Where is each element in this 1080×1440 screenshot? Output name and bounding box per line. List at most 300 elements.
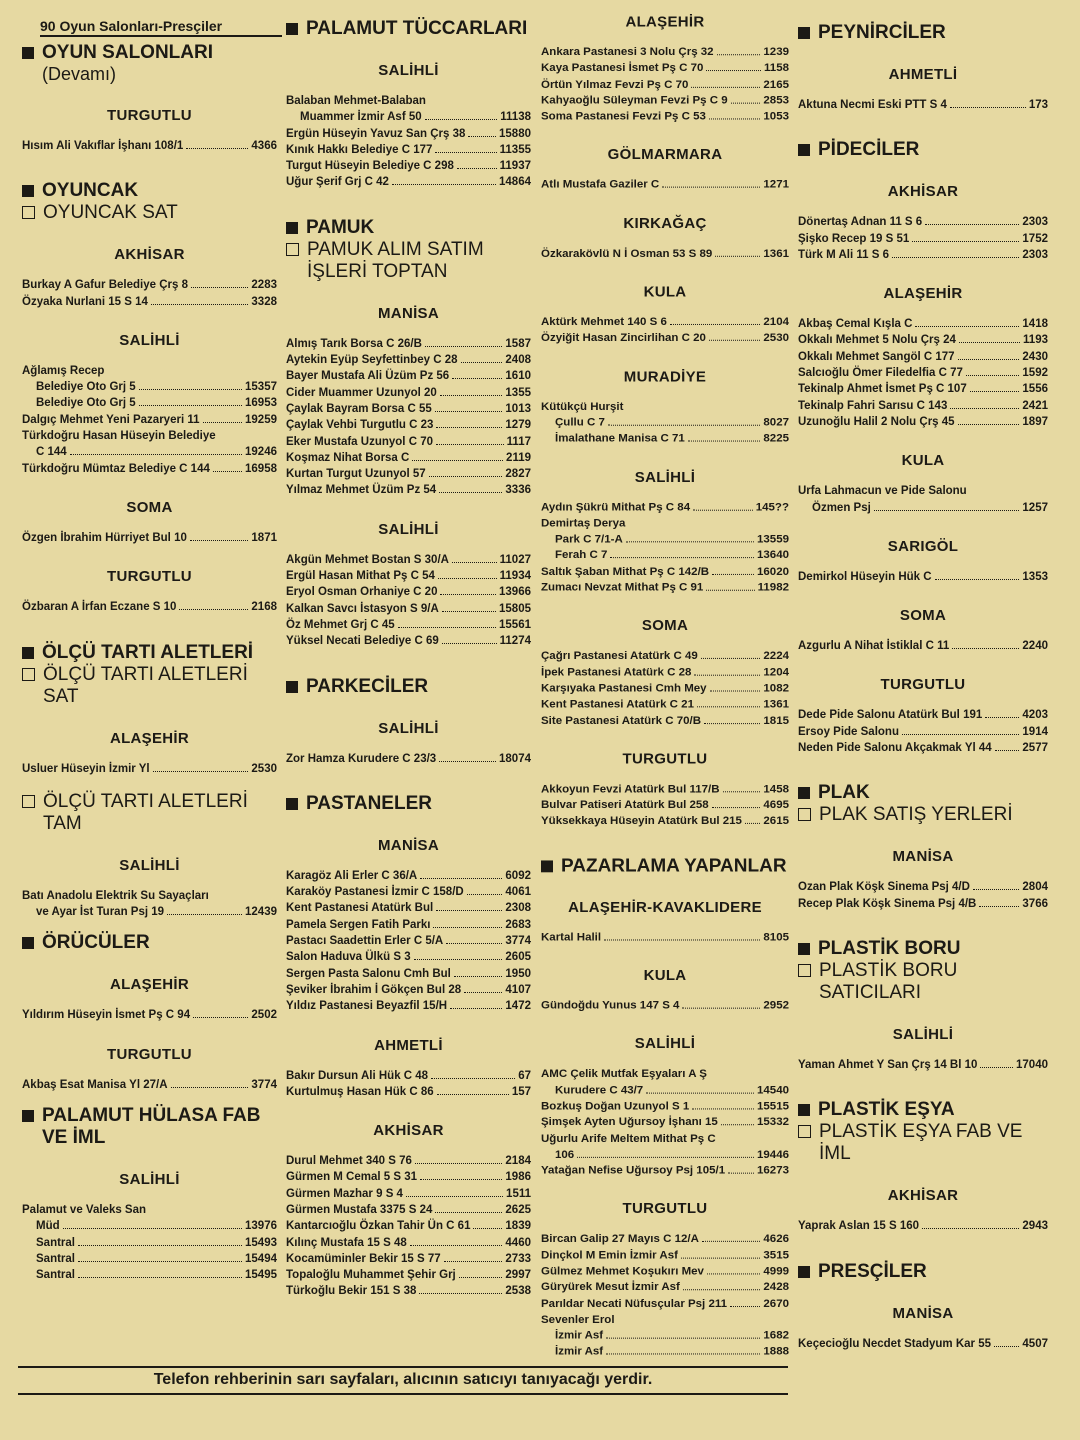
- dot-leader: [468, 135, 496, 137]
- phone-number: 8027: [763, 416, 789, 429]
- listing-name: Neden Pide Salonu Akçakmak Yl 44: [798, 742, 992, 755]
- phone-number: 15357: [245, 381, 277, 394]
- empty-square-icon: [798, 1125, 811, 1138]
- dot-leader: [670, 323, 760, 325]
- listing-row: [798, 365, 1048, 381]
- dot-leader: [721, 1123, 754, 1125]
- phone-number: 15561: [499, 618, 531, 631]
- phone-number: 2408: [505, 354, 531, 367]
- listing-row: [798, 231, 1048, 247]
- dot-leader: [450, 1007, 502, 1009]
- listing-row: [541, 177, 789, 193]
- phone-number: 16273: [757, 1164, 789, 1177]
- listing-name: Kocamüminler Bekir 15 S 77: [286, 1252, 441, 1265]
- phone-number: 4203: [1022, 709, 1048, 722]
- city-heading: KULA: [643, 967, 687, 984]
- listing-name: Balaban Mehmet-Balaban: [286, 95, 426, 107]
- section-heading-text: PAMUK: [306, 216, 375, 238]
- filled-square-icon: [22, 937, 34, 949]
- dot-leader: [412, 459, 503, 461]
- phone-number: 1418: [1022, 318, 1048, 331]
- listing-row: [798, 724, 1048, 740]
- section-heading: [798, 139, 1048, 161]
- dot-leader: [419, 1292, 502, 1294]
- phone-number: 145??: [755, 501, 789, 514]
- listing-name: Kurudere C 43/7: [555, 1084, 644, 1097]
- listing-row: [541, 499, 789, 515]
- listing-name: Dede Pide Salonu Atatürk Bul 191: [798, 709, 983, 722]
- listing-name: Gürmen Mustafa 3375 S 24: [286, 1203, 433, 1216]
- listing-name: Topaloğlu Muhammet Şehir Grj: [286, 1269, 456, 1282]
- dot-leader: [723, 790, 761, 792]
- subsection-heading: [798, 1121, 1048, 1165]
- phone-number: 2428: [763, 1281, 789, 1294]
- dot-leader: [446, 942, 502, 944]
- listing-row: [798, 740, 1048, 756]
- filled-square-icon: [798, 1104, 810, 1116]
- dot-leader: [970, 390, 1020, 392]
- listing-row: [286, 385, 531, 401]
- listing-name: Güryürek Mesut İzmir Asf: [541, 1281, 680, 1294]
- listing-row: [286, 998, 531, 1014]
- phone-number: 3774: [505, 935, 531, 948]
- listing-name: Müd: [36, 1220, 60, 1233]
- listing-name: ve Ayar İst Turan Psj 19: [36, 906, 165, 919]
- column-1: [22, 30, 277, 1284]
- listing-name: Pamela Sergen Fatih Parkı: [286, 918, 431, 931]
- listing-row: [541, 548, 789, 564]
- dot-leader: [454, 975, 503, 977]
- listing-name: Kütükçü Hurşit: [541, 400, 624, 413]
- section-heading-text: PALAMUT TÜCCARLARI: [306, 18, 528, 39]
- listing-row: [541, 564, 789, 580]
- phone-number: 2430: [1022, 350, 1048, 363]
- listing-name: Muammer İzmir Asf 50: [300, 111, 422, 124]
- phone-number: 1204: [763, 666, 789, 679]
- city-heading: MANİSA: [892, 848, 954, 866]
- section-heading: [286, 18, 531, 40]
- listing-row: [286, 352, 531, 368]
- listing-name: Akgün Mehmet Bostan S 30/A: [286, 553, 449, 566]
- listing-row: [541, 1231, 789, 1247]
- phone-number: 2421: [1022, 399, 1048, 412]
- listing-row: [541, 1344, 789, 1360]
- dot-leader: [464, 991, 502, 993]
- listing-row: [286, 1186, 531, 1202]
- listing-row: [22, 138, 277, 154]
- phone-number: 15332: [757, 1116, 789, 1129]
- phone-number: 1871: [251, 531, 277, 544]
- listing-row: [541, 648, 789, 664]
- dot-leader: [392, 183, 496, 185]
- dot-leader: [681, 1256, 760, 1258]
- phone-number: 2303: [1022, 216, 1048, 229]
- spacer: [798, 113, 1048, 127]
- listing-name: Kurtulmuş Hasan Hük C 86: [286, 1085, 434, 1098]
- city-heading: AHMETLİ: [888, 66, 958, 83]
- spacer: [22, 616, 277, 630]
- phone-number: 3766: [1022, 897, 1048, 910]
- listing-row: [541, 330, 789, 346]
- dot-leader: [959, 341, 1020, 343]
- dot-leader: [63, 1227, 242, 1229]
- listing-row: [286, 109, 531, 125]
- listing-row: [22, 461, 277, 477]
- filled-square-icon: [798, 27, 810, 39]
- dot-leader: [682, 1007, 760, 1009]
- phone-number: 2168: [251, 601, 277, 614]
- listing-row: [286, 401, 531, 417]
- listing-row: [286, 174, 531, 190]
- city-heading: MURADİYE: [623, 368, 707, 385]
- dot-leader: [693, 508, 753, 510]
- phone-number: 2530: [763, 332, 789, 345]
- city-heading: SOMA: [641, 617, 689, 635]
- dot-leader: [190, 539, 249, 541]
- listing-row: [798, 414, 1048, 430]
- phone-number: 67: [518, 1069, 531, 1082]
- listing-name: Turgut Hüseyin Belediye C 298: [286, 160, 454, 173]
- listing-name: Bayer Mustafa Ali Üzüm Pz 56: [286, 370, 450, 383]
- phone-number: 1193: [1023, 334, 1048, 347]
- dot-leader: [995, 749, 1020, 751]
- listing-name: Gündoğdu Yunus 147 S 4: [541, 999, 680, 1012]
- page-footer-slogan: Telefon rehberinin sarı sayfaları, alıcının satıcıyı tanıyacağı yerdir.: [18, 1366, 788, 1395]
- listing-row: [22, 530, 277, 546]
- spacer: [541, 830, 789, 844]
- dot-leader: [958, 423, 1020, 425]
- subsection-heading-text: PAMUK ALIM SATIM İŞLERİ TOPTAN: [307, 238, 484, 282]
- listing-row: [286, 158, 531, 174]
- city-heading: TURGUTLU: [880, 676, 966, 694]
- listing-row: [798, 638, 1048, 654]
- listing-row: [286, 884, 531, 900]
- phone-number: 6092: [505, 869, 531, 882]
- listing-name: Sevenler Erol: [541, 1313, 615, 1326]
- section-heading-text: PRESÇİLER: [818, 1260, 927, 1282]
- phone-number: 2119: [506, 451, 531, 464]
- listing-row: [541, 77, 789, 93]
- phone-number: 2538: [505, 1285, 531, 1298]
- city-heading: ALAŞEHİR: [109, 729, 190, 747]
- section-heading-text: PİDECİLER: [818, 139, 920, 161]
- filled-square-icon: [22, 1110, 34, 1122]
- listing-row: [541, 314, 789, 330]
- listing-row: [541, 781, 789, 797]
- listing-row: [286, 633, 531, 649]
- listing-name: Okkalı Mehmet 5 Nolu Çrş 24: [798, 334, 956, 347]
- dot-leader: [440, 593, 496, 595]
- listing-row: [798, 1336, 1048, 1352]
- dot-leader: [457, 167, 497, 169]
- listing-name: İmalathane Manisa C 71: [555, 432, 685, 445]
- section-heading: [798, 782, 1048, 804]
- phone-number: 8225: [763, 432, 789, 445]
- listing-row: [22, 1218, 277, 1234]
- listing-row: [541, 797, 789, 813]
- listing-name: Koşmaz Nihat Borsa C: [286, 451, 410, 464]
- listing-row: [286, 584, 531, 600]
- phone-number: 157: [511, 1085, 531, 1098]
- phone-number: 13559: [757, 533, 789, 546]
- phone-number: 1752: [1022, 232, 1048, 245]
- dot-leader: [662, 186, 760, 188]
- listing-row: [22, 904, 277, 920]
- dot-leader: [935, 578, 1020, 580]
- dot-leader: [139, 388, 242, 390]
- listing-name: Ersoy Pide Salonu: [798, 725, 899, 738]
- listing-row: [798, 381, 1048, 397]
- dot-leader: [420, 1178, 502, 1180]
- section-heading-text: ÖLÇÜ TARTI ALETLERİ: [42, 641, 254, 663]
- dot-leader: [709, 118, 760, 120]
- dot-leader: [745, 822, 760, 824]
- city-heading: MANİSA: [378, 304, 439, 322]
- dot-leader: [431, 1077, 515, 1079]
- phone-number: 16020: [757, 565, 789, 578]
- filled-square-icon: [798, 787, 810, 799]
- listing-name: Site Pastanesi Atatürk C 70/B: [541, 714, 701, 727]
- listing-row: [798, 500, 1048, 516]
- dot-leader: [437, 1093, 509, 1095]
- listing-row: [541, 1247, 789, 1263]
- listing-name: Öz Mehmet Grj C 45: [286, 618, 395, 631]
- listing-row: [541, 1264, 789, 1280]
- subsection-heading-text: PLASTİK BORU SATICILARI: [819, 959, 958, 1003]
- listing-row: [286, 1084, 531, 1100]
- listing-name: Ağlamış Recep: [22, 364, 105, 377]
- listing-row: [22, 395, 277, 411]
- listing-name: Keçecioğlu Necdet Stadyum Kar 55: [798, 1337, 992, 1350]
- phone-number: 2683: [505, 918, 531, 931]
- listing-row: [541, 246, 789, 262]
- listing-name: Parıldar Necati Nüfusçular Psj 211: [541, 1297, 728, 1310]
- listing-name: Çullu C 7: [555, 416, 605, 429]
- subsection-heading: [22, 791, 277, 835]
- listing-row: [541, 697, 789, 713]
- listing-name: Ergün Hüseyin Yavuz San Çrş 38: [286, 127, 466, 140]
- spacer: [798, 912, 1048, 926]
- listing-name: Kent Pastanesi Atatürk Bul: [286, 902, 434, 915]
- listing-row: [541, 109, 789, 125]
- dot-leader: [606, 1337, 760, 1339]
- city-heading: TURGUTLU: [107, 107, 192, 124]
- listing-row: [286, 1267, 531, 1283]
- dot-leader: [436, 909, 502, 911]
- listing-name: İzmir Asf: [555, 1346, 604, 1358]
- listing-name: Demirtaş Derya: [541, 517, 626, 530]
- dot-leader: [213, 470, 242, 472]
- listing-row: [541, 431, 789, 447]
- phone-number: 2733: [505, 1252, 531, 1265]
- filled-square-icon: [22, 185, 34, 197]
- section-heading: [798, 1261, 1048, 1283]
- dot-leader: [440, 394, 503, 396]
- phone-number: 1610: [505, 370, 531, 383]
- city-heading: SALİHLİ: [119, 856, 180, 874]
- dot-leader: [436, 443, 504, 445]
- listing-name: Belediye Oto Grj 5: [36, 397, 136, 410]
- dot-leader: [452, 377, 502, 379]
- city-heading: AKHİSAR: [887, 1187, 959, 1205]
- dot-leader: [979, 905, 1019, 907]
- listing-name: İzmir Asf: [555, 1329, 604, 1342]
- phone-number: 1355: [505, 386, 531, 399]
- listing-row: [541, 1098, 789, 1114]
- phone-number: 1053: [763, 110, 789, 123]
- listing-name: Dinçkol M Emin İzmir Asf: [541, 1249, 678, 1262]
- dot-leader: [414, 958, 503, 960]
- dot-leader: [70, 453, 242, 455]
- listing-name: Eryol Osman Orhaniye C 20: [286, 586, 438, 599]
- listing-name: Çaylak Vehbi Turgutlu C 23: [286, 419, 434, 432]
- listing-name: Yaman Ahmet Y San Çrş 14 Bl 10: [798, 1058, 978, 1071]
- listing-row: [286, 568, 531, 584]
- city-heading: SALİHLİ: [378, 62, 439, 79]
- phone-number: 4366: [251, 140, 277, 152]
- phone-number: 15515: [757, 1100, 789, 1113]
- listing-name: Okkalı Mehmet Sangöl C 177: [798, 350, 955, 363]
- listing-name: 106: [555, 1148, 575, 1161]
- listing-name: Şimşek Ayten Uğursoy İşhanı 15: [541, 1116, 718, 1129]
- listing-name: Recep Plak Köşk Sinema Psj 4/B: [798, 897, 977, 910]
- spacer: [798, 1235, 1048, 1249]
- city-heading: AKHİSAR: [114, 246, 185, 264]
- phone-number: 11934: [499, 570, 531, 583]
- listing-name: Azgurlu A Nihat İstiklal C 11: [798, 640, 950, 653]
- dot-leader: [912, 240, 1019, 242]
- listing-name: Durul Mehmet 340 S 76: [286, 1155, 412, 1168]
- column-4: [798, 10, 1048, 1352]
- spacer: [286, 191, 531, 205]
- phone-number: 4507: [1022, 1337, 1048, 1350]
- phone-number: 1888: [763, 1346, 789, 1358]
- listing-row: [286, 949, 531, 965]
- listing-row: [22, 1235, 277, 1251]
- phone-number: 14864: [499, 176, 531, 189]
- phone-number: 15493: [245, 1236, 277, 1249]
- dot-leader: [892, 256, 1019, 258]
- listing-row: [22, 599, 277, 615]
- filled-square-icon: [798, 1266, 810, 1278]
- listing-row: [798, 569, 1048, 585]
- phone-number: 2615: [763, 815, 789, 828]
- phone-number: 15495: [245, 1269, 277, 1282]
- listing-name: Bircan Galip 27 Mayıs C 12/A: [541, 1233, 699, 1246]
- dot-leader: [203, 421, 243, 423]
- phone-number: 15805: [499, 602, 531, 615]
- listing-row: [798, 1057, 1048, 1073]
- phone-number: 4999: [763, 1265, 789, 1278]
- dot-leader: [442, 610, 496, 612]
- phone-number: 4061: [505, 886, 531, 899]
- city-heading: KULA: [901, 452, 945, 470]
- listing-name: Kınık Hakkı Belediye C 177: [286, 143, 433, 156]
- phone-number: 11355: [499, 143, 531, 156]
- listing-row: [541, 60, 789, 76]
- listing-name: Kaya Pastanesi İsmet Pş C 70: [541, 62, 704, 75]
- phone-number: 1458: [763, 783, 789, 796]
- phone-number: 16958: [245, 462, 277, 475]
- listing-row: [286, 917, 531, 933]
- phone-number: 15494: [245, 1252, 277, 1265]
- phone-number: 13966: [499, 586, 531, 599]
- city-heading: ALAŞEHİR-KAVAKLIDERE: [568, 898, 762, 916]
- section-heading: [22, 1105, 277, 1149]
- listing-name: Uğurlu Arife Meltem Mithat Pş C: [541, 1132, 716, 1145]
- phone-number: 15880: [499, 127, 531, 140]
- dot-leader: [610, 557, 754, 559]
- listing-row: [286, 417, 531, 433]
- listing-row: [798, 398, 1048, 414]
- listing-name: Zumacı Nevzat Mithat Pş C 91: [541, 581, 704, 594]
- listing-name: Gülmez Mehmet Koşukırı Mev: [541, 1265, 704, 1278]
- phone-number: 2605: [505, 951, 531, 964]
- phone-number: 3328: [251, 295, 277, 308]
- dot-leader: [626, 540, 754, 542]
- section-heading: [22, 642, 277, 664]
- listing-row: [798, 316, 1048, 332]
- phone-number: 2502: [251, 1009, 277, 1022]
- listing-row: [286, 1153, 531, 1169]
- listing-row: [286, 751, 531, 767]
- listing-row: [286, 336, 531, 352]
- dot-leader: [688, 440, 761, 442]
- section-heading-text: PEYNİRCİLER: [818, 22, 946, 43]
- listing-name: Kartal Halil: [541, 931, 602, 944]
- phone-number: 1082: [763, 682, 789, 695]
- listing-row: [541, 44, 789, 60]
- city-heading: SALİHLİ: [119, 1171, 180, 1189]
- listing-name: Gürmen M Cemal 5 S 31: [286, 1171, 418, 1184]
- city-heading: SOMA: [899, 607, 947, 625]
- section-heading: [798, 22, 1048, 44]
- listing-row: [22, 1251, 277, 1267]
- listing-name: Türkdoğru Mümtaz Belediye C 144: [22, 462, 210, 475]
- dot-leader: [442, 642, 497, 644]
- listing-name: Yatağan Nefise Uğursoy Psj 105/1: [541, 1164, 726, 1177]
- listing-row: [798, 332, 1048, 348]
- phone-number: 2104: [763, 316, 789, 328]
- phone-number: 2853: [763, 94, 789, 107]
- section-heading-text: PLASTİK BORU: [818, 937, 961, 959]
- dot-leader: [950, 106, 1026, 108]
- listing-name: Ferah C 7: [555, 549, 608, 562]
- dot-leader: [952, 647, 1019, 649]
- dot-leader: [436, 426, 502, 428]
- phone-number: 1682: [763, 1329, 789, 1342]
- city-heading: TURGUTLU: [622, 1200, 708, 1218]
- listing-row: [286, 966, 531, 982]
- listing-name: Türkoğlu Bekir 151 S 38: [286, 1285, 417, 1298]
- filled-square-icon: [541, 860, 553, 872]
- subsection-heading-text: OYUNCAK SAT: [43, 202, 178, 224]
- dot-leader: [715, 255, 760, 257]
- filled-square-icon: [286, 798, 298, 810]
- phone-number: 4695: [763, 799, 789, 812]
- phone-number: 11138: [500, 111, 531, 124]
- listing-name: Türkdoğru Hasan Hüseyin Belediye: [22, 430, 216, 443]
- listing-name: Belediye Oto Grj 5: [36, 381, 136, 394]
- phone-number: 8105: [763, 931, 789, 944]
- listing-name: Ankara Pastanesi 3 Nolu Çrş 32: [541, 46, 714, 59]
- dot-leader: [467, 893, 503, 895]
- dot-leader: [406, 1195, 503, 1197]
- phone-number: 3336: [505, 484, 531, 497]
- spacer: [22, 154, 277, 168]
- dot-leader: [980, 1066, 1013, 1068]
- dot-leader: [694, 673, 760, 675]
